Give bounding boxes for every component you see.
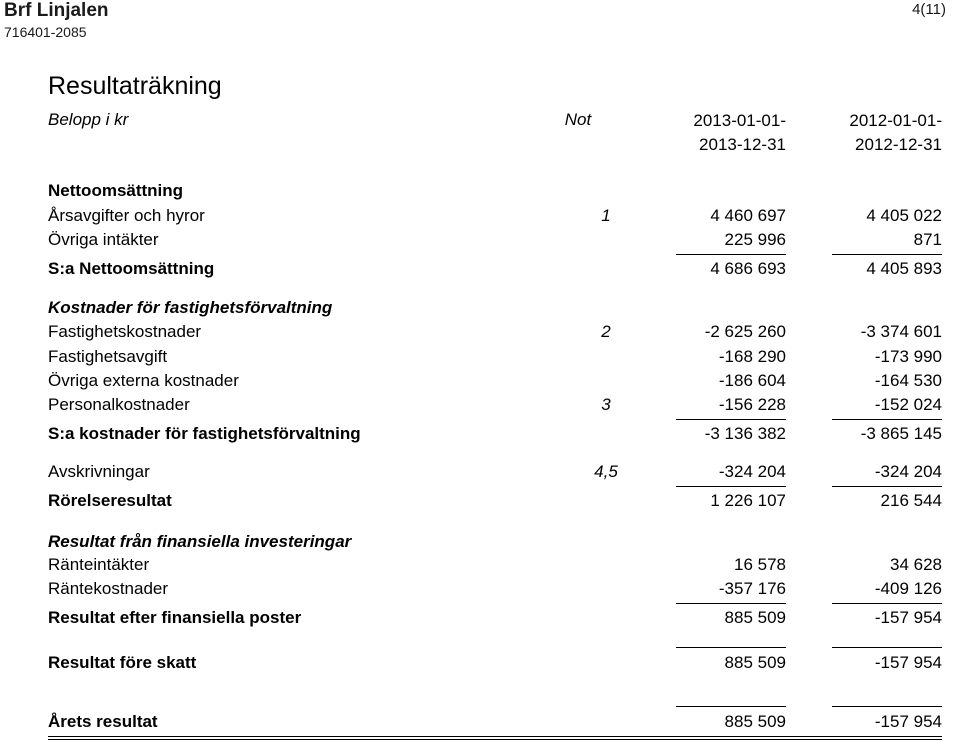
section-heading-revenue [48,180,942,202]
row-value-2012: -324 204 [874,462,942,481]
row-value-2013: 4 686 693 [710,259,786,278]
sum-underline [832,706,942,707]
row-label: Avskrivningar [48,462,150,481]
sum-underline [676,647,786,648]
row-label: Resultat från finansiella investeringar [48,532,352,551]
row-label: Fastighetskostnader [48,322,202,341]
row-value-2013: -324 204 [718,462,786,481]
period2-start: 2012-01-01- [849,111,942,130]
row-label: Personalkostnader [48,395,190,414]
sum-underline [832,419,942,420]
total-double-underline [48,736,942,737]
org-name: Brf Linjalen [4,0,109,21]
column-header-note: Not [564,110,592,129]
row-label: Övriga externa kostnader [48,371,239,390]
row-label: Kostnader för fastighetsförvaltning [48,298,333,317]
row-label: Resultat efter finansiella poster [48,608,302,627]
row-label: Nettoomsättning [48,181,184,200]
row-value-2013: -3 136 382 [704,424,786,443]
row-value-2013: 1 226 107 [710,491,786,510]
row-value-2012: 216 544 [880,491,942,510]
row-value-2012: 4 405 022 [866,206,942,225]
row-value-2012: 4 405 893 [866,259,942,278]
row-note: 1 [601,206,611,225]
row-value-2013: 885 509 [724,608,786,627]
row-label: Årets resultat [48,712,158,731]
sum-underline [832,647,942,648]
row-note: 2 [601,322,611,341]
row-value-2013: 4 460 697 [710,206,786,225]
row-value-2013: -156 228 [718,395,786,414]
row-value-2012: -3 865 145 [860,424,942,443]
row-value-2013: 885 509 [724,712,786,731]
org-number: 716401-2085 [4,24,87,40]
row-value-2012: -3 374 601 [860,322,942,341]
sum-underline [832,603,942,604]
table-row [48,205,942,227]
subtotal-row [48,258,942,280]
row-label: S:a Nettoomsättning [48,259,215,278]
sum-underline [832,486,942,487]
period2-end: 2012-12-31 [855,135,942,154]
row-value-2012: -157 954 [874,653,942,672]
row-value-2012: -157 954 [874,712,942,731]
row-value-2012: -409 126 [874,579,942,598]
subtotal-row [48,607,942,629]
page-number: 4(11) [912,1,946,18]
row-value-2013: -168 290 [718,347,786,366]
table-row [48,554,942,576]
sum-underline [676,603,786,604]
row-label: Resultat före skatt [48,653,197,672]
row-label: Räntekostnader [48,579,169,598]
subtotal-row [48,490,942,512]
row-value-2012: -164 530 [874,371,942,390]
sum-underline [676,486,786,487]
row-value-2012: 871 [913,230,942,249]
table-row [48,346,942,368]
row-note: 3 [601,395,611,414]
table-row [48,321,942,343]
row-value-2013: 16 578 [734,555,786,574]
row-value-2013: -2 625 260 [704,322,786,341]
row-value-2013: 885 509 [724,653,786,672]
column-header-amount: Belopp i kr [48,110,129,129]
sum-underline [676,419,786,420]
sum-underline [676,706,786,707]
row-value-2013: -186 604 [718,371,786,390]
row-label: Rörelseresultat [48,491,172,510]
row-value-2012: -173 990 [874,347,942,366]
row-label: Årsavgifter och hyror [48,206,205,225]
section-heading-financial [48,531,942,553]
page-title: Resultaträkning [48,72,222,100]
period1-start: 2013-01-01- [693,111,786,130]
row-value-2012: -157 954 [874,608,942,627]
sum-underline [676,254,786,255]
subtotal-row [48,652,942,674]
period1-end: 2013-12-31 [699,135,786,154]
column-header-period2 [792,109,942,157]
total-row [48,711,942,733]
table-row [48,578,942,600]
table-row [48,461,942,483]
row-value-2012: 34 628 [890,555,942,574]
table-row [48,229,942,251]
sum-underline [832,254,942,255]
row-value-2013: -357 176 [718,579,786,598]
subtotal-row [48,423,942,445]
table-row [48,394,942,416]
total-double-underline [48,739,942,740]
row-value-2012: -152 024 [874,395,942,414]
column-header-period1 [636,109,786,157]
row-note: 4,5 [594,462,618,481]
table-row [48,370,942,392]
row-label: S:a kostnader för fastighetsförvaltning [48,424,361,443]
row-value-2013: 225 996 [724,230,786,249]
row-label: Fastighetsavgift [48,347,168,366]
row-label: Ränteintäkter [48,555,150,574]
section-heading-costs [48,297,942,319]
row-label: Övriga intäkter [48,230,159,249]
